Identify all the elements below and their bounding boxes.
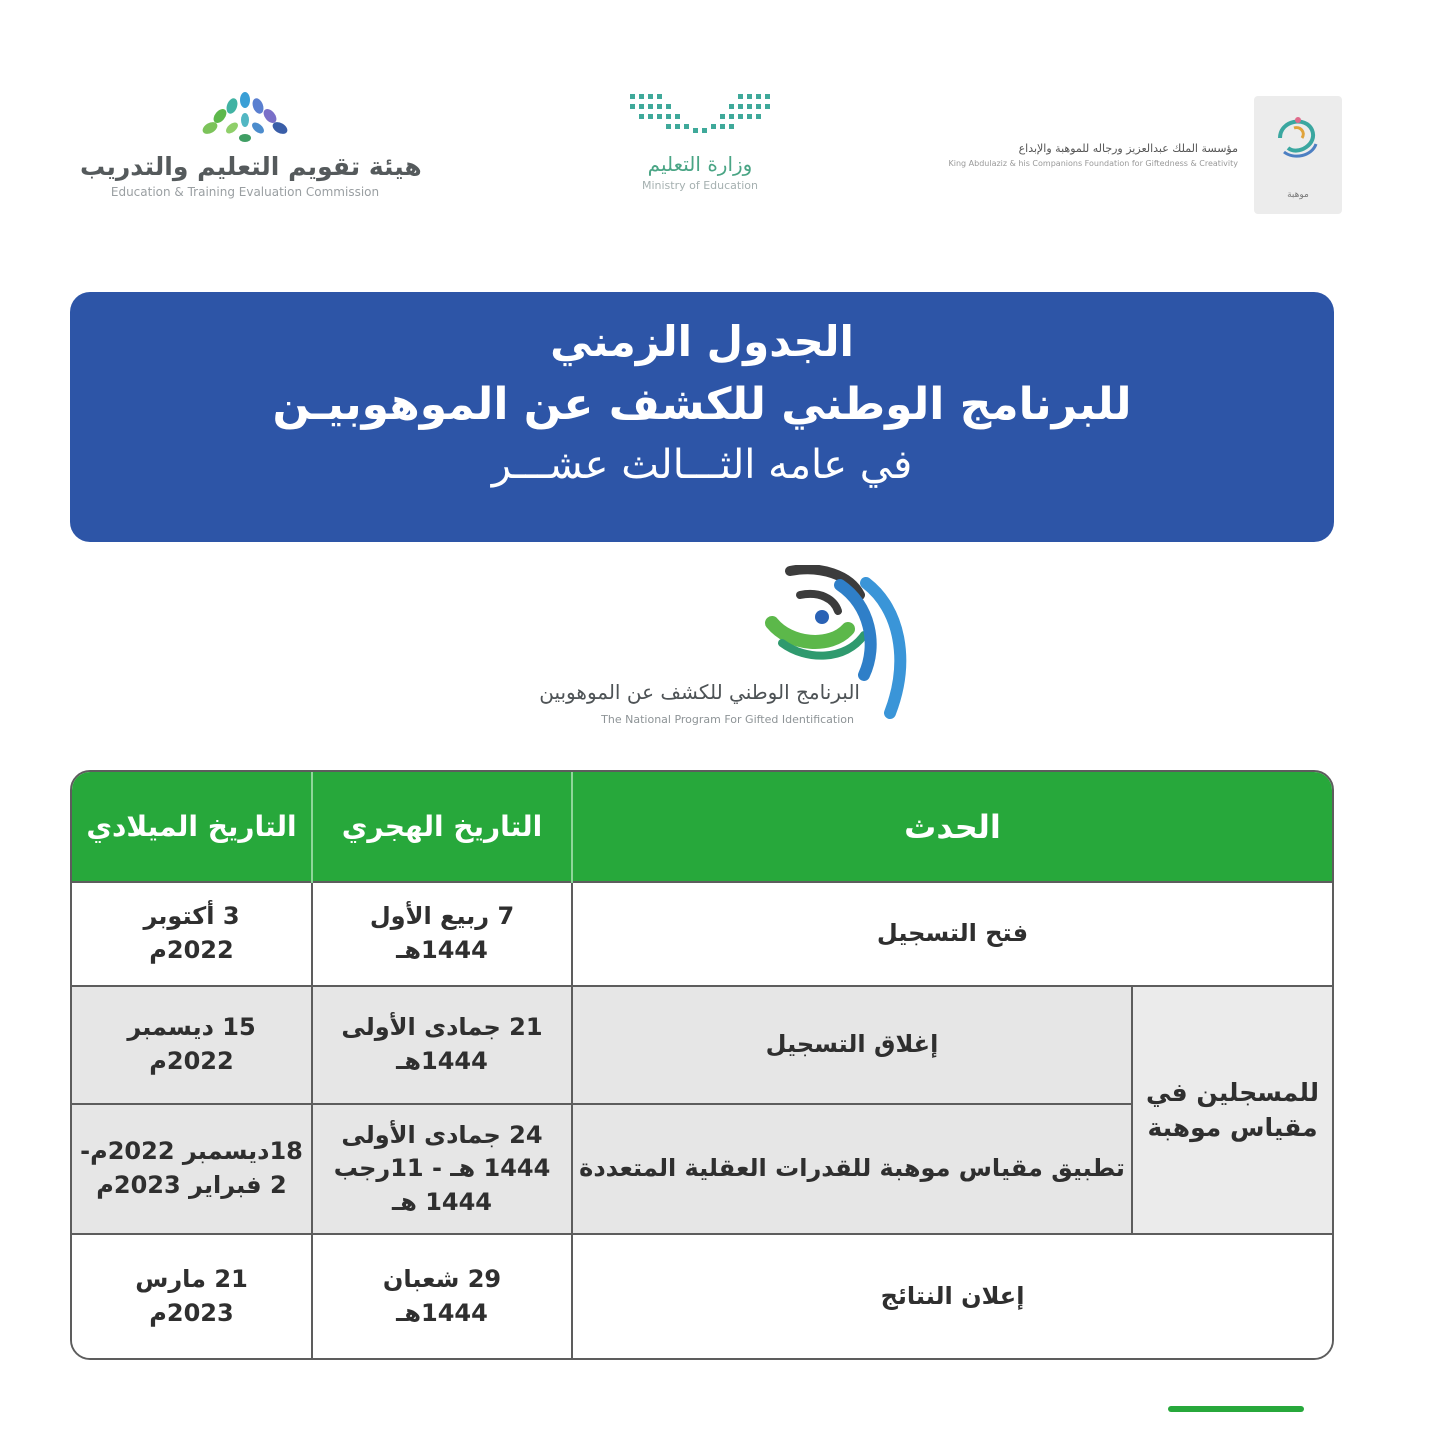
group-label-line: للمسجلين في (1145, 1078, 1320, 1107)
gregorian-date-cell (72, 882, 312, 986)
hijri-date-line: 1444هـ (396, 1047, 488, 1075)
table-row (72, 882, 1332, 986)
etec-title-ar: هيئة تقويم التعليم والتدريب (80, 152, 422, 181)
etec-logo (80, 88, 422, 218)
table-header-row (72, 772, 1332, 882)
program-title-en: The National Program For Gifted Identification (601, 713, 854, 726)
banner-title: الجدول الزمني (550, 317, 854, 366)
hijri-date-line: 24 جمادى الأولى (341, 1120, 543, 1149)
gregorian-date-cell (72, 1234, 312, 1358)
hijri-date-cell (312, 1104, 572, 1234)
banner-subtitle: للبرنامج الوطني للكشف عن الموهوبيـن (272, 378, 1132, 430)
gregorian-date-cell (72, 1104, 312, 1234)
table-row (72, 986, 1332, 1104)
bottom-accent-bar (1168, 1406, 1304, 1412)
mawhiba-icon (1254, 96, 1342, 176)
gregorian-date-line: 18ديسمبر 2022م- (80, 1137, 303, 1166)
event-cell: إعلان النتائج (572, 1234, 1332, 1358)
event-cell: فتح التسجيل (572, 882, 1332, 986)
hijri-date-line: 1444هـ (396, 936, 488, 964)
partner-logos (70, 88, 1350, 228)
gregorian-date-line: 15 ديسمبر (127, 1013, 256, 1042)
hijri-date-line: 1444 هـ - 11رجب (333, 1154, 551, 1183)
gregorian-date-line: 2022م (149, 1047, 234, 1075)
gregorian-date-cell (72, 986, 312, 1104)
hijri-date-line: 7 ربيع الأول (369, 902, 515, 931)
banner-edition: في عامه الثـــالث عشـــر (491, 442, 913, 489)
hijri-date-cell (312, 986, 572, 1104)
table-row (72, 1234, 1332, 1358)
leaf-cluster-icon (190, 88, 300, 148)
header-event: الحدث (572, 772, 1332, 882)
moe-title-ar: وزارة التعليم (647, 152, 753, 176)
group-label-line: مقياس موهبة (1147, 1113, 1318, 1142)
dotted-book-icon (625, 88, 775, 140)
moe-title-en: Ministry of Education (641, 179, 758, 192)
hijri-date-cell (312, 1234, 572, 1358)
event-cell: إغلاق التسجيل (572, 986, 1132, 1104)
header-hijri-date: التاريخ الهجري (312, 772, 572, 882)
gregorian-date-line: 2023م (149, 1298, 234, 1327)
gregorian-date-line: 3 أكتوبر (143, 902, 240, 931)
mawhiba-title-ar: مؤسسة الملك عبدالعزيز ورجاله للموهبة والإبداع (1018, 142, 1238, 155)
schedule-table (70, 770, 1334, 1360)
gregorian-date-line: 2022م (149, 936, 234, 964)
mawhiba-short-name: موهبة (1287, 190, 1309, 200)
hijri-date-line: 21 جمادى الأولى (341, 1013, 543, 1042)
group-label-cell (1132, 986, 1332, 1234)
mawhiba-logo (948, 96, 1350, 220)
mawhiba-text (949, 142, 1239, 168)
event-cell: تطبيق مقياس موهبة للقدرات العقلية المتعددة (572, 1104, 1132, 1234)
hijri-date-line: 1444هـ (396, 1298, 488, 1327)
gregorian-date-line: 2 فبراير 2023م (96, 1171, 287, 1199)
mawhiba-title-en: King Abdulaziz & his Companions Foundation for Giftedness & Creativity (948, 159, 1238, 168)
etec-title-en: Education & Training Evaluation Commission (110, 185, 380, 199)
hijri-date-line: 1444 هـ (392, 1187, 492, 1216)
hijri-date-cell (312, 882, 572, 986)
program-logo (470, 565, 940, 735)
gregorian-date-line: 21 مارس (135, 1264, 248, 1293)
header-gregorian-date: التاريخ الميلادي (72, 772, 312, 882)
moe-logo (580, 88, 820, 218)
title-banner (70, 292, 1334, 542)
mawhiba-emblem (1254, 96, 1342, 214)
hijri-date-line: 29 شعبان (382, 1264, 502, 1293)
program-title-ar: البرنامج الوطني للكشف عن الموهوبين (539, 680, 860, 704)
